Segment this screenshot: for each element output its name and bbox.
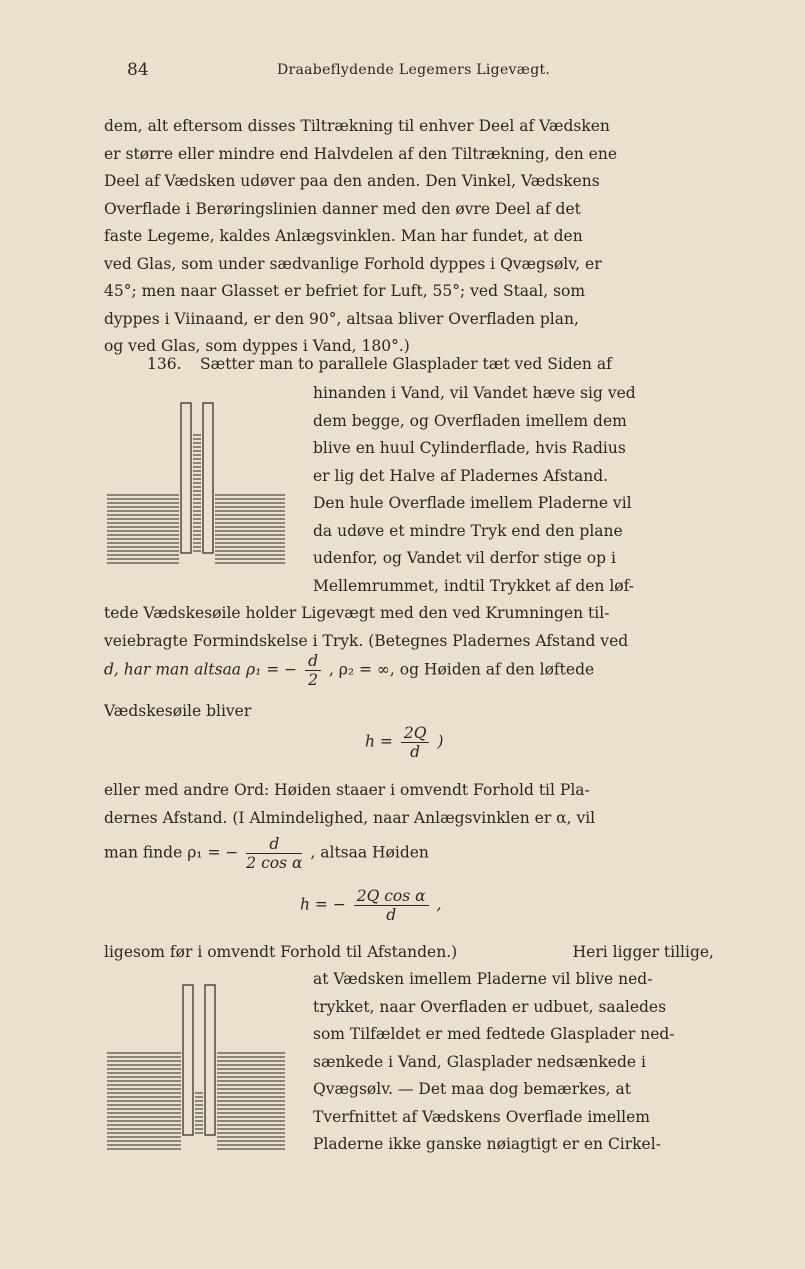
text-line: Den hule Overflade imellem Pladerne vil <box>313 494 632 512</box>
page-number: 84 <box>127 60 149 80</box>
text-span: Heri ligger tillige, <box>572 943 714 961</box>
text-line: og ved Glas, som dyppes i Vand, 180°.) <box>104 337 410 355</box>
formula-lead: h = <box>365 732 393 751</box>
text-line: som Tilfældet er med fedtede Glasplader ned- <box>313 1025 675 1043</box>
text-line: Deel af Vædsken udøver paa den anden. Den Vinkel, Vædskens <box>104 172 600 190</box>
text-line: blive en huul Cylinderflade, hvis Radius <box>313 439 626 457</box>
text-line: Mellemrummet, indtil Trykket af den løf- <box>313 576 635 595</box>
text-span: ligesom før i omvendt Forhold til Afstanden.) <box>104 943 458 961</box>
formula-lead: h = − <box>300 895 346 914</box>
formula-lead: man finde ρ₁ = − <box>104 843 239 862</box>
text-line: trykket, naar Overfladen er udbuet, saaledes <box>313 997 667 1016</box>
text-line: faste Legeme, kaldes Anlægsvinklen. Man har fundet, at den <box>104 227 583 245</box>
text-line: sænkede i Vand, Glasplader nedsænkede i <box>313 1052 646 1071</box>
text-line: dem, alt eftersom disses Tiltrækning til enhver Deel af Vædsken <box>104 117 610 135</box>
formula-rho-cos <box>104 835 429 872</box>
text-line <box>104 939 714 967</box>
fraction <box>354 887 429 924</box>
formula-height <box>365 724 443 761</box>
text-line: Overflade i Berøringslinien danner med den øvre Deel af det <box>104 199 581 218</box>
wrapped-text-1 <box>313 380 713 600</box>
text-line: da udøve et mindre Tryk end den plane <box>313 521 623 540</box>
formula-tail: ) <box>437 732 444 751</box>
text-line: 45°; men naar Glasset er befriet for Luft, 55°; ved Staal, som <box>104 282 586 300</box>
fraction-num: 2Q cos α <box>354 887 429 906</box>
figure-capillary-depressed <box>105 975 287 1155</box>
paragraph-1 <box>104 113 714 361</box>
text-line: at Vædsken imellem Pladerne vil blive ned- <box>313 970 653 988</box>
text-block <box>104 777 714 832</box>
formula-tail: , <box>436 895 442 914</box>
fraction <box>246 835 302 872</box>
text-block <box>104 939 714 967</box>
fraction-den: 2 <box>308 671 318 689</box>
text-line: dem begge, og Overfladen imellem dem <box>313 411 627 430</box>
text-line: ved Glas, som under sædvanlige Forhold dyppes i Qvægsølv, er <box>104 254 602 273</box>
fraction <box>305 652 321 689</box>
text-line: Qvægsølv. — Det maa dog bemærkes, at <box>313 1080 631 1098</box>
fraction-den: d <box>410 743 421 761</box>
fraction-num: 2Q <box>401 724 430 743</box>
running-title: Draabeflydende Legemers Ligevægt. <box>277 62 551 78</box>
section-first-line: Sætter man to parallele Glasplader tæt ved Siden af <box>200 355 612 373</box>
text-line: Tverfnittet af Vædskens Overflade imellem <box>313 1107 650 1126</box>
fraction-num: d <box>305 652 321 671</box>
formula-tail: , altsaa Høiden <box>310 843 429 862</box>
formula-rho <box>104 652 594 689</box>
text-line: hinanden i Vand, vil Vandet hæve sig ved <box>313 384 636 402</box>
formula-height-cos <box>300 887 441 924</box>
wrapped-text-2 <box>313 966 713 1159</box>
text-line: udenfor, og Vandet vil derfor stige op i <box>313 549 616 567</box>
fraction-num: d <box>246 835 302 854</box>
fraction-den: 2 cos α <box>246 854 303 872</box>
fraction <box>401 724 430 761</box>
text-line: dyppes i Viinaand, er den 90°, altsaa bliver Overfladen plan, <box>104 309 579 328</box>
fraction-den: d <box>386 906 397 924</box>
text-block <box>104 698 714 726</box>
text-line: veiebragte Formindskelse i Tryk. (Betegnes Pladernes Afstand ved <box>104 631 629 650</box>
text-line: eller med andre Ord: Høiden staaer i omvendt Forhold til Pla- <box>104 781 590 799</box>
text-line: Pladerne ikke ganske nøiagtigt er en Cirkel- <box>313 1135 661 1153</box>
formula-lead: d, har man altsaa ρ₁ = − <box>104 660 298 679</box>
text-line: er større eller mindre end Halvdelen af den Tiltrækning, den ene <box>104 144 618 163</box>
text-line: tede Vædskesøile holder Ligevægt med den ved Krumningen til- <box>104 604 610 622</box>
figure-capillary-raised <box>105 395 287 575</box>
page-header <box>127 60 712 82</box>
section-number: 136. <box>147 355 182 373</box>
paragraph-136-cont <box>104 600 714 655</box>
text-line: er lig det Halve af Pladernes Afstand. <box>313 466 609 485</box>
text-line: dernes Afstand. (I Almindelighed, naar Anlægsvinklen er α, vil <box>104 808 596 827</box>
text-line: Vædskesøile bliver <box>104 702 252 720</box>
formula-tail: , ρ₂ = ∞, og Høiden af den løftede <box>328 660 595 679</box>
